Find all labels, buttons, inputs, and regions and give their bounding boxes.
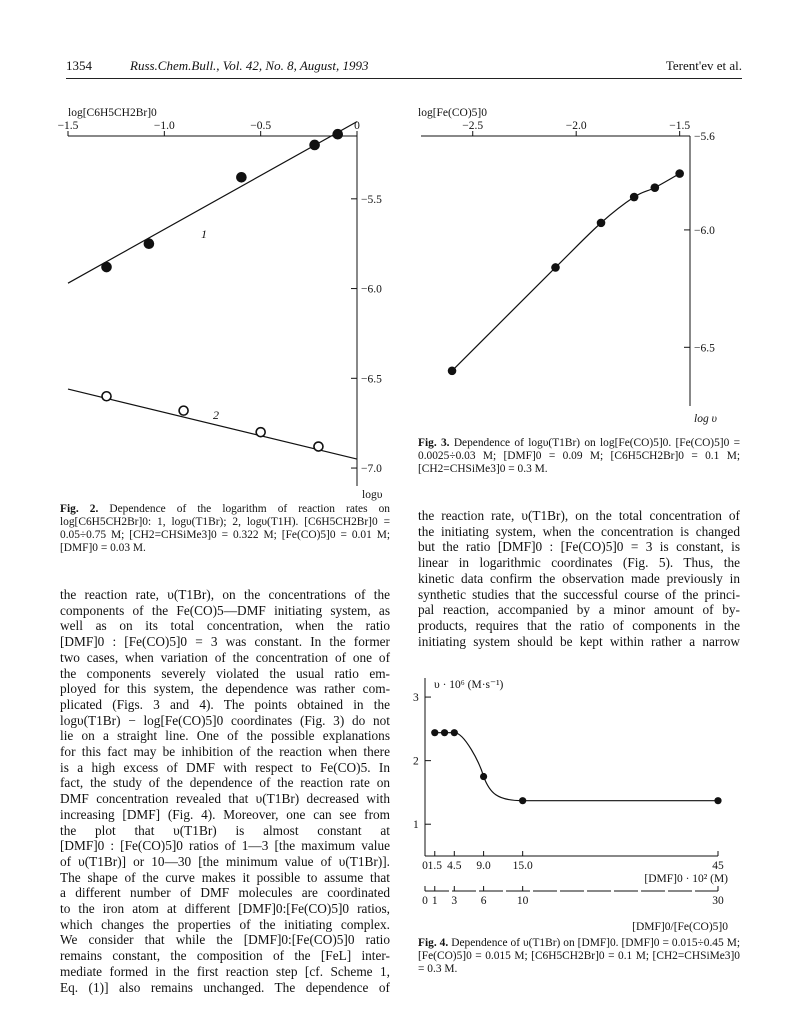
header-rule xyxy=(66,78,742,79)
figure-4-plot xyxy=(410,668,755,936)
text-line: fact, the study of the dependence of the reaction rate on xyxy=(60,775,390,791)
fig4-point xyxy=(480,773,487,780)
text-line: Eq. (1)] also remains unchanged. The dependence of xyxy=(60,979,390,995)
fig2-x-tick-label: −1.5 xyxy=(57,120,79,132)
fig4-x2-tick-label: 30 xyxy=(712,895,724,907)
figure-2-caption xyxy=(60,503,390,555)
fig2-y-axis-label: logυ xyxy=(362,489,383,501)
body-text-left-column xyxy=(60,587,390,995)
running-authors: Terent'ev et al. xyxy=(665,58,742,73)
fig2-point-series-2 xyxy=(314,442,323,451)
text-line: linear in logarithmic coordinates (Fig. 5). Thus, the xyxy=(418,555,740,571)
text-line: remains constant, the composition of the [FeL] inter- xyxy=(60,948,390,964)
fig3-x-axis-label: log[Fe(CO)5]0 xyxy=(418,107,487,119)
figure-3-plot xyxy=(418,96,758,426)
fig4-y-axis-label: υ · 10⁶ (M·s⁻¹) xyxy=(434,679,504,691)
fig4-x-tick-label: 0 xyxy=(422,860,428,872)
fig4-x2-tick-label: 3 xyxy=(451,895,458,907)
fig4-x-tick-label: 45 xyxy=(712,860,724,872)
text-line: to the iron atom at different [DMF]0:[Fe(CO)5]0 ratios, xyxy=(60,901,390,917)
fig4-x2-tick-label: 0 xyxy=(422,895,428,907)
text-line: which changes the properties of the initiating complex. xyxy=(60,916,390,932)
text-line: [DMF]0 : [Fe(CO)5]0 = 3 was constant. In the former xyxy=(60,634,390,650)
fig3-point xyxy=(651,183,660,192)
text-line: a different number of DMF molecules are coordinated xyxy=(60,885,390,901)
fig2-caption-text: Dependence of the logarithm of reaction rates on log[C6H5CH2Br]0: 1, logυ(T1Br); 2, logυ(T1H). [C6H5CH2Br]0 = 0.05÷0.75 M; [CH2=CHSiMe3]0 = 0.322 M; [Fe(CO)5]0 = 0.01 M; [DMF]0 = 0.03 M. xyxy=(60,503,390,554)
text-line: the components severely violated the usual ratio em- xyxy=(60,665,390,681)
fig2-x-tick-label: 0 xyxy=(354,120,360,132)
fig2-x-tick-label: −0.5 xyxy=(250,120,272,132)
fig4-x-axis-label-1: [DMF]0 · 10² (M) xyxy=(644,873,728,885)
fig3-y-tick-label: −6.0 xyxy=(694,224,715,237)
fig2-y-tick-label: −6.0 xyxy=(361,283,382,296)
fig2-caption-lead: Fig. 2. xyxy=(60,503,99,515)
fig4-x2-tick-label: 6 xyxy=(480,895,487,907)
fig2-point-series-1 xyxy=(333,130,342,139)
fig2-point-series-2 xyxy=(102,392,111,401)
fig3-caption-lead: Fig. 3. xyxy=(418,437,450,449)
fig3-curve xyxy=(452,174,680,371)
text-line: components of the Fe(CO)5—DMF initiating system, as xyxy=(60,602,390,618)
fig4-x2-tick-label: 10 xyxy=(516,895,529,907)
text-line: kinetic data confirm the observation made previously in xyxy=(418,570,740,586)
text-line: the plot that υ(T1Br) is almost constant at xyxy=(60,822,390,838)
fig3-point xyxy=(551,263,560,272)
fig2-series-label-2: 2 xyxy=(213,408,219,422)
fig4-y-tick-label: 3 xyxy=(413,692,419,705)
fig4-point xyxy=(431,729,438,736)
fig3-x-tick-label: −2.0 xyxy=(565,120,587,132)
fig2-point-series-1 xyxy=(237,173,246,182)
fig3-y-tick-label: −5.6 xyxy=(694,131,715,143)
text-line: is a high excess of DMF with respect to Fe(CO)5. In xyxy=(60,759,390,775)
figure-2-plot xyxy=(57,96,400,501)
page-number: 1354 xyxy=(66,58,92,73)
fig3-caption-text: Dependence of logυ(T1Br) on log[Fe(CO)5]0. [Fe(CO)5]0 = 0.0025÷0.03 M; [DMF]0 = 0.09 M; [C6H5CH2Br]0 = 0.1 M; [CH2=CHSiMe3]0 = 0.3 M. xyxy=(418,437,740,475)
text-line: initiating system should be kept within rather a narrow xyxy=(418,633,740,649)
body-text-right-column xyxy=(418,508,740,649)
fig2-y-tick-label: −6.5 xyxy=(361,373,382,386)
text-line: ployed for this system, the dependence was rather com- xyxy=(60,681,390,697)
text-line: increasing [DMF] (Fig. 4). Moreover, one can see from xyxy=(60,806,390,822)
text-line: well as on its total concentration, when the ratio xyxy=(60,618,390,634)
journal-citation: Russ.Chem.Bull., Vol. 42, No. 8, August, 1993 xyxy=(130,58,369,73)
fig2-point-series-1 xyxy=(310,140,319,149)
fig2-x-tick-label: −1.0 xyxy=(153,120,175,132)
fig3-point xyxy=(448,366,457,375)
fig2-y-tick-label: −5.5 xyxy=(361,193,382,206)
fig3-point xyxy=(630,193,639,202)
fig2-x-axis-label: log[C6H5CH2Br]0 xyxy=(68,107,157,119)
text-line: the initiating system, when the concentration is changed xyxy=(418,523,740,539)
fig4-point xyxy=(441,729,448,736)
fig4-caption-text: Dependence of υ(T1Br) on [DMF]0. [DMF]0 = 0.015÷0.45 M; [Fe(CO)5]0 = 0.015 M; [C6H5CH2Br]0 = 0.1 M; [CH2=CHSiMe3]0 = 0.3 M. xyxy=(418,937,740,975)
fig4-y-tick-label: 1 xyxy=(413,819,419,832)
text-line: the reaction rate, υ(T1Br), on the total concentration of xyxy=(418,508,740,523)
fig2-y-tick-label: −7.0 xyxy=(361,463,382,476)
text-line: for this fact may be inhibition of the reaction when there xyxy=(60,744,390,760)
fig2-point-series-2 xyxy=(256,428,265,437)
text-line: We consider that while the [DMF]0:[Fe(CO)5]0 ratio xyxy=(60,932,390,948)
text-line: but the ratio [DMF]0 : [Fe(CO)5]0 = 3 is constant, is xyxy=(418,539,740,555)
text-line: two cases, when variation of the concentration of one of xyxy=(60,649,390,665)
fig3-point xyxy=(675,169,684,178)
fig2-point-series-1 xyxy=(102,263,111,272)
text-line: [DMF]0 : [Fe(CO)5]0 ratios of 1—3 [the maximum value xyxy=(60,838,390,854)
fig4-x-tick-label: 15.0 xyxy=(512,860,533,872)
text-line: pal reaction, accompanied by a minor amount of by- xyxy=(418,602,740,618)
fig4-x-tick-label: 9.0 xyxy=(476,860,491,872)
fig4-curve xyxy=(435,733,718,801)
text-line: of υ(T1Br)] or 10—30 [the minimum value of υ(T1Br)]. xyxy=(60,853,390,869)
fig2-point-series-1 xyxy=(144,239,153,248)
running-header xyxy=(66,58,742,76)
fig4-point xyxy=(451,729,458,736)
fig4-point xyxy=(714,797,721,804)
fig4-x-axis-label-2: [DMF]0/[Fe(CO)5]0 xyxy=(632,921,728,933)
fig3-y-tick-label: −6.5 xyxy=(694,342,715,355)
text-line: mediate formed in the first reaction step [cf. Scheme 1, xyxy=(60,963,390,979)
fig3-x-tick-label: −2.5 xyxy=(462,120,484,132)
text-line: logυ(T1Br) − log[Fe(CO)5]0 coordinates (Fig. 3) do not xyxy=(60,712,390,728)
text-line: lie on a straight line. One of the possible explanations xyxy=(60,728,390,744)
text-line: plicated (Figs. 3 and 4). The points obtained in the xyxy=(60,696,390,712)
text-line: DMF concentration revealed that υ(T1Br) decreased with xyxy=(60,791,390,807)
figure-4-caption xyxy=(418,937,740,976)
fig4-x-tick-label: 4.5 xyxy=(447,860,462,872)
text-line: products, requires that the ratio of components in the xyxy=(418,617,740,633)
fig4-y-tick-label: 2 xyxy=(413,755,419,768)
fig4-caption-lead: Fig. 4. xyxy=(418,937,449,949)
text-line: synthetic studies that the successful course of the princi- xyxy=(418,586,740,602)
text-line: the reaction rate, υ(T1Br), on the concentrations of the xyxy=(60,587,390,602)
fig4-x-tick-label: 1.5 xyxy=(427,860,442,872)
fig3-point xyxy=(597,219,606,228)
fig2-point-series-2 xyxy=(179,406,188,415)
text-line: The shape of the curve makes it possible to assume that xyxy=(60,869,390,885)
fig4-x2-tick-label: 1 xyxy=(431,895,438,907)
fig4-point xyxy=(519,797,526,804)
fig3-x-tick-label: −1.5 xyxy=(669,120,691,132)
fig2-series-label-1: 1 xyxy=(201,227,207,241)
fig3-y-axis-label: log υ xyxy=(694,413,717,425)
figure-3-caption xyxy=(418,437,740,476)
